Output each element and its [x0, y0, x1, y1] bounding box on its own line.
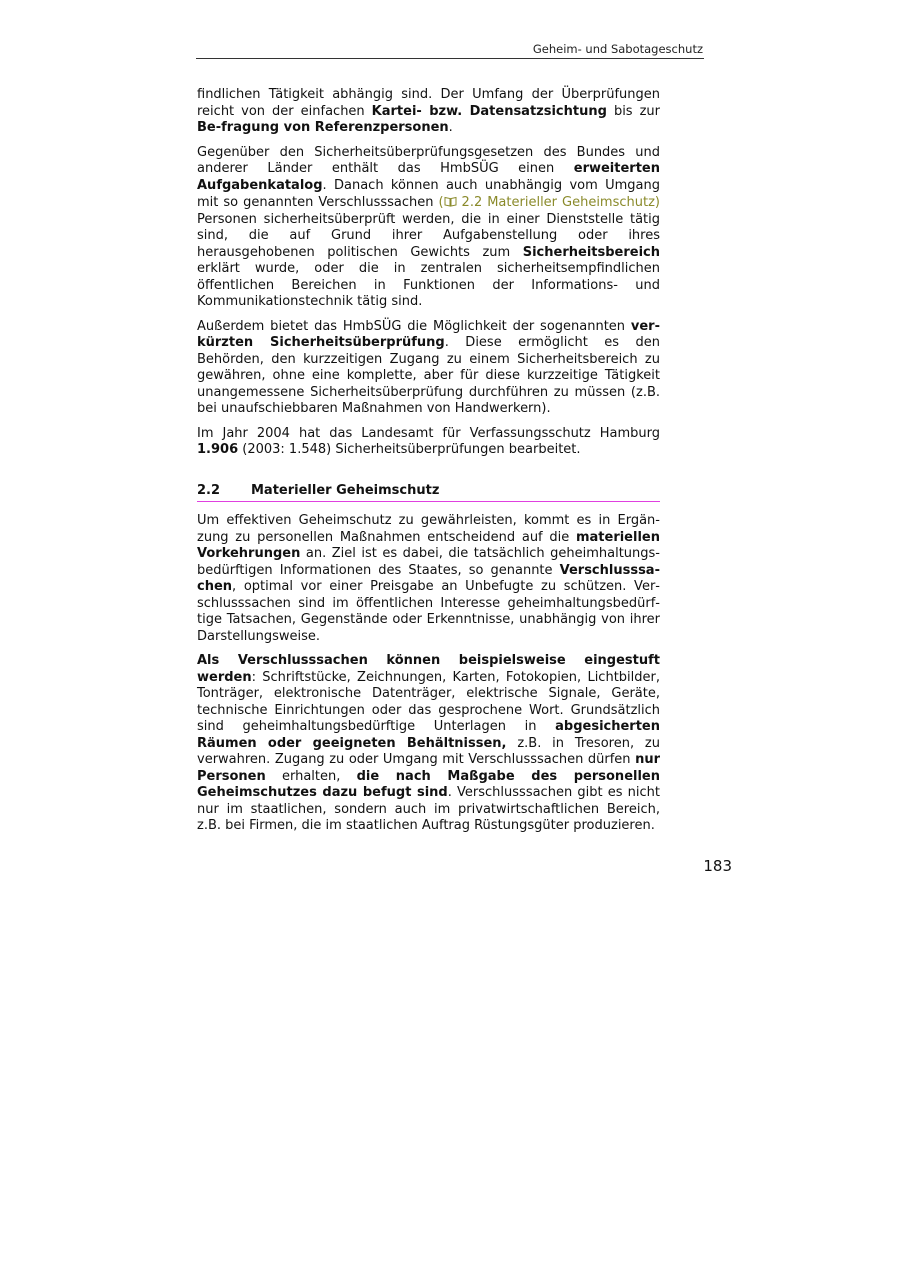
- paragraph-4: [197, 426, 660, 459]
- header-rule: [196, 58, 704, 59]
- text-run: .: [448, 120, 453, 135]
- text-run: erhalten,: [265, 768, 357, 784]
- bold-run: Als Verschlusssachen können beispielsweise eingestuft werden: [197, 653, 660, 685]
- xref-open-paren: (: [438, 195, 444, 210]
- text-run: (2003: 1.548) Sicherheitsüberprüfungen bearbeitet.: [238, 442, 581, 457]
- paragraph-1: [197, 87, 660, 137]
- text-run: Im Jahr 2004 hat das Landesamt für Verfassungsschutz Hamburg: [197, 425, 660, 441]
- bold-run: Sicherheitsbereich: [522, 244, 660, 260]
- text-run: , optimal vor einer Preisgabe an Unbefugte zu schützen. Verschlusssachen sind im öffentlichen Interesse geheimhaltungsbedürftige Tatsachen, Gegenstände oder Erkenntnisse, unabhängig von ihrer Darstellungsweise.: [197, 579, 660, 644]
- bold-run: die nach Maßgabe des personellen Geheimschutzes dazu befugt sind: [197, 768, 660, 800]
- paragraph-3: [197, 319, 660, 418]
- text-run: Außerdem bietet das HmbSÜG die Möglichkeit der sogenannten: [197, 318, 631, 334]
- paragraph-2: [197, 145, 660, 311]
- book-icon: [444, 194, 457, 211]
- paragraph-5: [197, 513, 660, 645]
- text-run: z.B. in Tresoren, zu verwahren. Zugang zu oder Umgang mit Verschlusssachen dürfen: [197, 735, 660, 767]
- text-run: . Danach können auch unabhängig vom Umgang mit so genannten Verschlusssachen: [197, 177, 660, 210]
- bold-run: Kartei- bzw. Datensatzsichtung: [371, 103, 607, 119]
- text-run: : Schriftstücke, Zeichnungen, Karten, Fotokopien, Lichtbilder, Tonträger, elektronische Datenträger, elektrische Signale, Geräte, technische Einrichtungen oder das gesprochene Wort. Grundsätzlich sind geheimhaltungsbedürftige Unterlagen in: [197, 669, 660, 734]
- section-number: 2.2: [197, 482, 221, 498]
- bold-run: abgesicherten Räumen oder geeigneten Behältnissen,: [197, 719, 660, 751]
- bold-run: Verschlusssachen: [197, 562, 660, 594]
- text-run: Um effektiven Geheimschutz zu gewährleisten, kommt es in Ergänzung zu personellen Maßnahmen entscheidend auf die: [197, 513, 660, 545]
- paragraph-6: [197, 653, 660, 835]
- section-heading: [197, 483, 660, 503]
- text-run: an. Ziel ist es dabei, die tatsächlich geheimhaltungsbedürftigen Informationen des Staates, so genannte: [197, 546, 660, 578]
- section-title: Materieller Geheimschutz: [251, 482, 440, 498]
- text-run: bis zur: [606, 103, 660, 119]
- main-text-column: [197, 87, 660, 843]
- text-run: Personen sicherheitsüberprüft werden, die in einer Dienststelle tätig sind, die auf Grund ihrer Aufgabenstellung oder ihres herausgehobenen politischen Gewichts zum: [197, 211, 660, 260]
- bold-run: nur Personen: [197, 752, 660, 784]
- bold-run: 1.906: [197, 442, 239, 457]
- running-header: Geheim- und Sabotageschutz: [532, 42, 703, 56]
- text-run: . Verschlusssachen gibt es nicht nur im staatlichen, sondern auch im privatwirtschaftlichen Bereich, z.B. bei Firmen, die im staatlichen Auftrag Rüstungsgüter produzieren.: [197, 785, 660, 833]
- text-run: Gegenüber den Sicherheitsüberprüfungsgesetzen des Bundes und anderer Länder enthält das HmbSÜG einen: [197, 144, 660, 176]
- cross-reference-link[interactable]: [438, 195, 660, 210]
- bold-run: Be-fragung von Referenzpersonen: [197, 120, 449, 135]
- bold-run: verkürzten Sicherheitsüberprüfung: [197, 318, 660, 350]
- text-run: findlichen Tätigkeit abhängig sind. Der Umfang der Überprüfungen reicht von der einfachen: [197, 87, 660, 119]
- xref-text: 2.2 Materieller Geheimschutz): [456, 195, 660, 210]
- text-run: erklärt wurde, oder die in zentralen sicherheitsempfindlichen öffentlichen Bereichen in Funktionen der Informations- und Kommunikationstechnik tätig sind.: [197, 261, 660, 309]
- bold-run: erweiterten Aufgabenkatalog: [197, 161, 660, 193]
- text-run: . Diese ermöglicht es den Behörden, den kurzzeitigen Zugang zu einem Sicherheitsbereich zu gewähren, ohne eine komplette, aber für diese kurzzeitige Tätigkeit unangemessene Sicherheitsüberprüfung durchführen zu müssen (z.B. bei unaufschiebbaren Maßnahmen von Handwerkern).: [197, 335, 660, 416]
- page-number: 183: [703, 857, 732, 875]
- bold-run: materiellen Vorkehrungen: [197, 529, 660, 561]
